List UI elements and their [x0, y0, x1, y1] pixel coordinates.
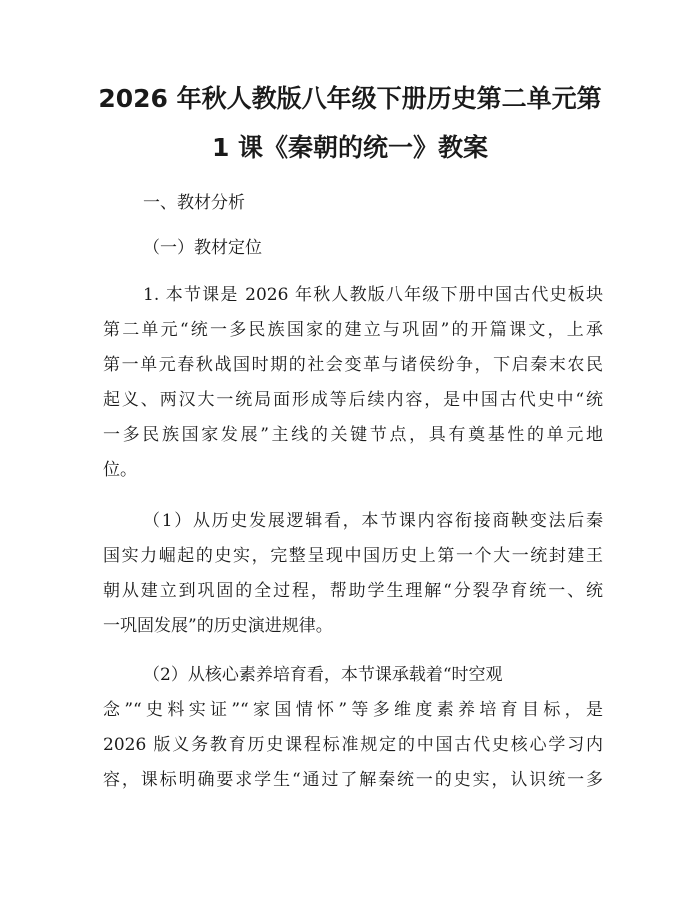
paragraph-line: 念”“史料实证”“家国情怀”等多维度素养培育目标，是	[103, 700, 603, 720]
paragraph-line: 国实力崛起的史实，完整呈现中国历史上第一个大一统封建王	[103, 546, 603, 566]
paragraph-line: 2026 版义务教育历史课程标准规定的中国古代史核心学习内	[103, 735, 603, 755]
paragraph-line: 一巩固发展”的历史演进规律。	[103, 616, 333, 636]
paragraph-line: 第一单元春秋战国时期的社会变革与诸侯纷争，下启秦末农民	[103, 355, 603, 375]
paragraph-line: 一多民族国家发展”主线的关键节点，具有奠基性的单元地	[103, 425, 603, 445]
section-heading: 一、教材分析	[143, 193, 245, 213]
document-title-line-1: 2026 年秋人教版八年级下册历史第二单元第	[98, 84, 602, 113]
paragraph-line: 第二单元“统一多民族国家的建立与巩固”的开篇课文，上承	[103, 320, 603, 340]
paragraph-line: （2）从核心素养培育看，本节课承载着“时空观	[143, 665, 503, 685]
paragraph-line: 起义、两汉大一统局面形成等后续内容，是中国古代史中“统	[103, 390, 603, 410]
subsection-heading: （一）教材定位	[143, 238, 262, 258]
paragraph-line: 朝从建立到巩固的全过程，帮助学生理解“分裂孕育统一、统	[103, 581, 603, 601]
paragraph-line: 1. 本节课是 2026 年秋人教版八年级下册中国古代史板块	[143, 285, 603, 305]
paragraph-line: （1）从历史发展逻辑看，本节课内容衔接商鞅变法后秦	[143, 511, 603, 531]
document-title-line-2: 1 课《秦朝的统一》教案	[211, 133, 489, 162]
paragraph-line: 位。	[103, 460, 137, 480]
paragraph-line: 容，课标明确要求学生“通过了解秦统一的史实，认识统一多	[103, 770, 603, 790]
